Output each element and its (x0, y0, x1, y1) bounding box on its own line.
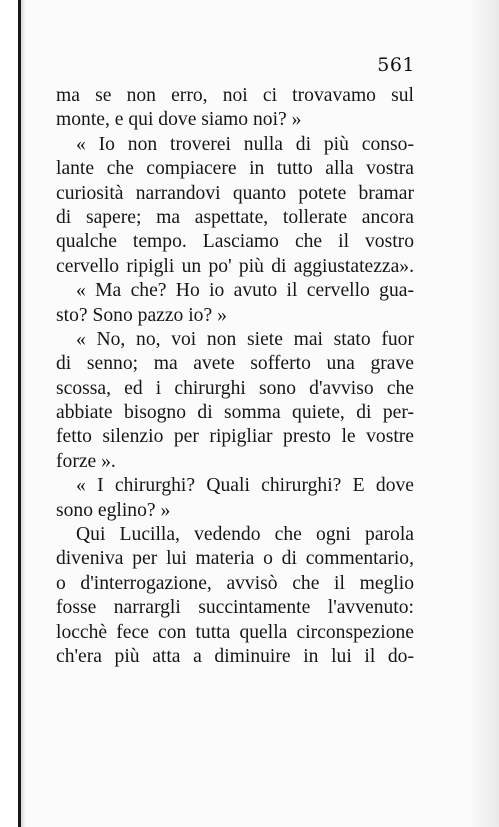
text-line: curiosità narrandovi quanto potete bramar (56, 182, 414, 204)
page-edge-shadow (469, 0, 499, 827)
text-line: diveniva per lui materia o di commentario, (56, 548, 414, 570)
text-line: ch'era più atta a diminuire in lui il do- (56, 645, 414, 667)
text-line: sto? Sono pazzo io? » (56, 304, 227, 326)
text-line: « I chirurghi? Quali chirurghi? E dove (76, 475, 414, 497)
text-line: fosse narrargli succintamente l'avvenuto: (56, 597, 414, 619)
text-line: Qui Lucilla, vedendo che ogni parola (76, 524, 414, 546)
text-line: cervello ripigli un po' più di aggiustatezza». (56, 255, 414, 277)
text-line: locchè fece con tutta quella circonspezione (56, 621, 414, 643)
text-line: abbiate bisogno di somma quiete, di per- (56, 402, 414, 424)
text-line: o d'interrogazione, avvisò che il meglio (56, 572, 414, 594)
page-number: 561 (377, 54, 415, 76)
text-line: lante che compiacere in tutto alla vostra (56, 158, 414, 180)
body-text (56, 84, 414, 669)
text-line: « Ma che? Ho io avuto il cervello gua- (76, 280, 414, 302)
text-line: fetto silenzio per ripigliar presto le vostre (56, 426, 414, 448)
text-line: ma se non erro, noi ci trovavamo sul (56, 85, 414, 106)
paragraph (56, 328, 414, 474)
paragraph (56, 279, 414, 328)
text-line: monte, e qui dove siamo noi? » (56, 109, 302, 131)
text-line: « No, no, voi non siete mai stato fuor (76, 328, 414, 350)
paragraph (56, 84, 414, 133)
text-line: forze ». (56, 450, 116, 472)
paragraph (56, 523, 414, 669)
text-line: « Io non troverei nulla di più conso- (76, 133, 414, 155)
text-line: sono eglino? » (56, 499, 171, 521)
text-line: di sapere; ma aspettate, tollerate ancora (56, 206, 414, 228)
text-line: di senno; ma avete sofferto una grave (56, 353, 414, 375)
paragraph (56, 474, 414, 523)
binding-shadow (21, 0, 26, 827)
text-line: scossa, ed i chirurghi sono d'avviso che (56, 377, 414, 399)
paragraph (56, 133, 414, 279)
text-line: qualche tempo. Lasciamo che il vostro (56, 231, 414, 253)
page-gutter (0, 0, 18, 827)
